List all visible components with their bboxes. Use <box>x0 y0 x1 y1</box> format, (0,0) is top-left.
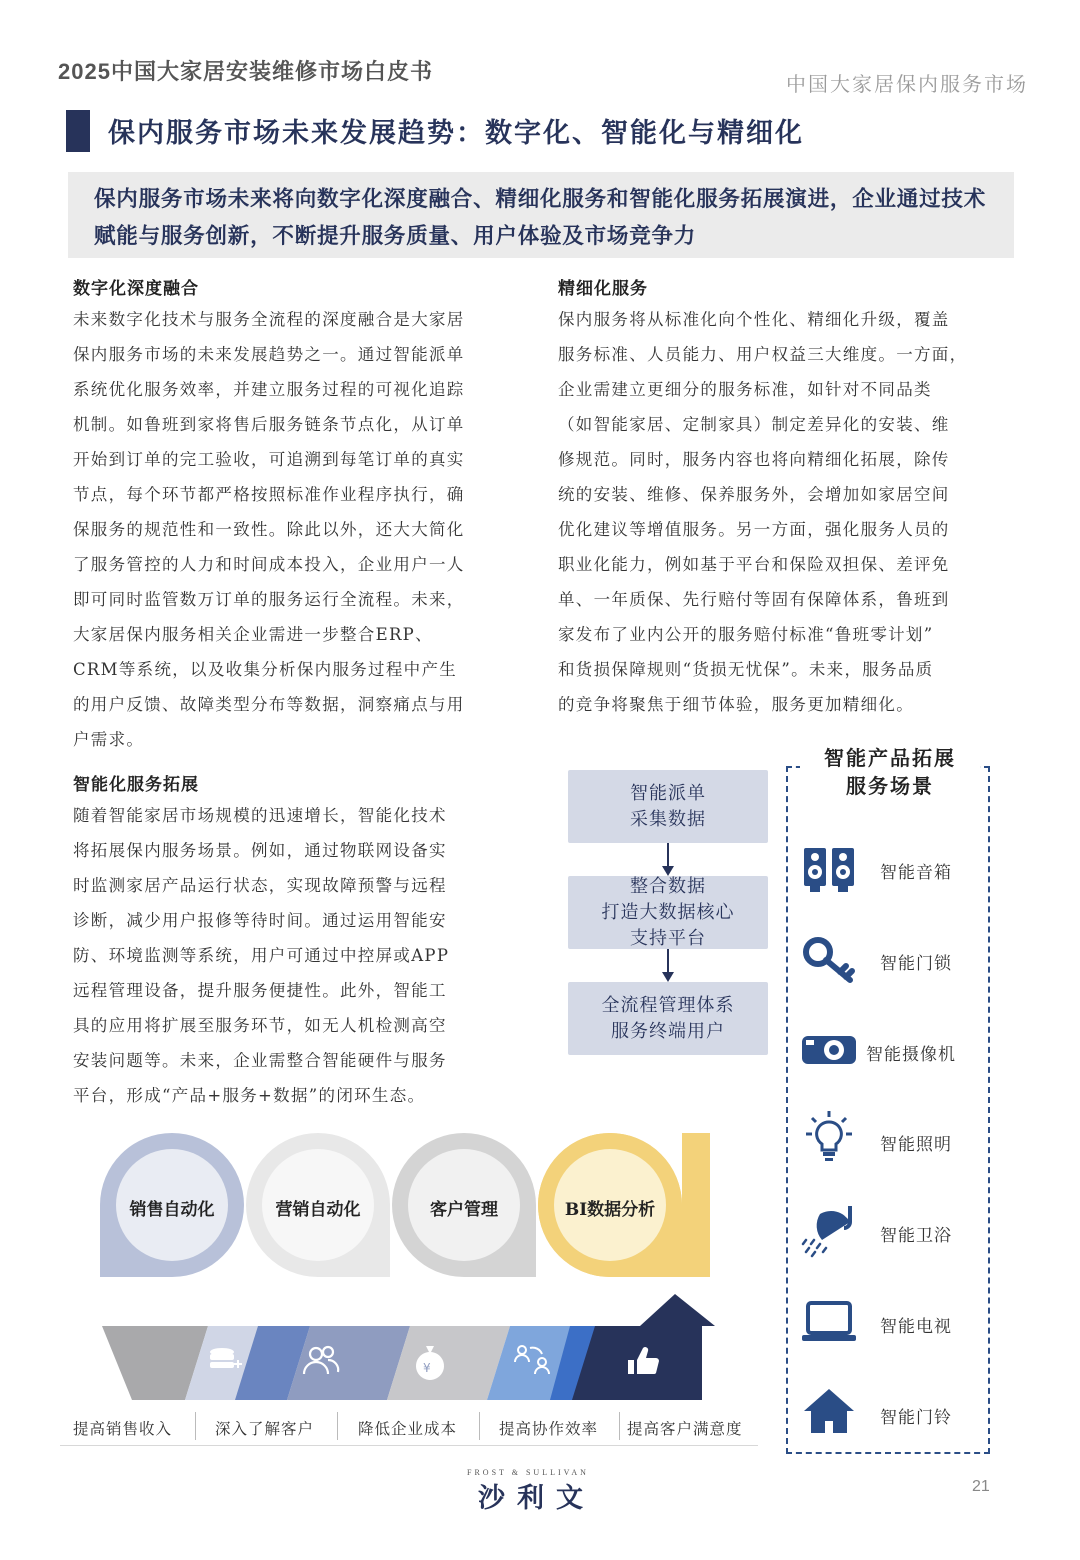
shower-icon <box>800 1200 858 1258</box>
section-name: 中国大家居保内服务市场 <box>786 72 1028 96</box>
lightbulb-icon <box>800 1108 858 1166</box>
benefit-label-3: 降低企业成本 <box>358 1420 458 1438</box>
document-title: 2025中国大家居安装维修市场白皮书 <box>58 59 433 84</box>
benefits-arrow-band <box>90 1290 760 1410</box>
circle-label-sales: 销售自动化 <box>129 1200 215 1220</box>
benefit-baseline <box>60 1445 758 1446</box>
section-title-bar <box>66 110 90 152</box>
product-label-speaker: 智能音箱 <box>880 863 952 883</box>
benefit-label-4: 提高协作效率 <box>499 1420 599 1438</box>
circle-label-bi: BI数据分析 <box>564 1200 656 1220</box>
circle-label-customer: 客户管理 <box>430 1200 498 1220</box>
smart-heading: 智能化服务拓展 <box>73 775 199 795</box>
key-icon <box>800 930 858 988</box>
benefit-separator <box>337 1412 338 1440</box>
benefit-separator <box>479 1412 480 1440</box>
tv-icon <box>800 1293 858 1351</box>
flow-arrow-2 <box>667 949 669 973</box>
page-number: 21 <box>972 1478 990 1495</box>
product-label-lock: 智能门锁 <box>880 954 952 974</box>
circle-label-marketing: 营销自动化 <box>275 1200 361 1220</box>
logo-chinese: 沙利文 <box>478 1483 595 1514</box>
product-label-camera: 智能摄像机 <box>866 1045 956 1065</box>
benefit-label-5: 提高客户满意度 <box>627 1420 743 1438</box>
flow-arrow-head-2 <box>662 972 674 982</box>
svg-text:¥: ¥ <box>423 1361 431 1375</box>
speaker-icon <box>800 840 858 898</box>
flow-step-1: 智能派单 采集数据 <box>568 770 768 843</box>
flow-step-3: 全流程管理体系 服务终端用户 <box>568 982 768 1055</box>
product-label-doorbell: 智能门铃 <box>880 1408 952 1428</box>
segment-6 <box>572 1294 715 1400</box>
section-title: 保内服务市场未来发展趋势：数字化、智能化与精细化 <box>108 118 804 149</box>
lead-text: 保内服务市场未来将向数字化深度融合、精细化服务和智能化服务拓展演进，企业通过技术赋能与服务创新，不断提升服务质量、用户体验及市场竞争力 <box>94 187 987 249</box>
benefit-label-2: 深入了解客户 <box>215 1420 315 1438</box>
digital-heading: 数字化深度融合 <box>73 279 199 299</box>
benefit-separator <box>619 1412 620 1440</box>
product-label-bath: 智能卫浴 <box>880 1226 952 1246</box>
flow-step-2: 整合数据 打造大数据核心 支持平台 <box>568 876 768 949</box>
smart-products-title: 智能产品拓展 服务场景 <box>800 744 980 800</box>
digital-paragraph: 未来数字化技术与服务全流程的深度融合是大家居 保内服务市场的未来发展趋势之一。通过智能派单 系统优化服务效率，并建立服务过程的可视化追踪 机制。如鲁班到家将售后服务链条节点化，从订单 开始到订单的完工验收，可追溯到每笔订单的真实 节点，每个环节都严格按照标准作业程序执行，确 保服务的规范性和一致性。除此以外，还大大简化 了服务管控的人力和时间成本投入，企业用户一人 即可同时监管数万订单的服务运行全流程。未来， 大家居保内服务相关企业需进一步整合ERP、 CRM等系统，以及收集分析保内服务过程中产生 的用户反馈、故障类型分布等数据，洞察痛点与用 户需求。 <box>73 310 465 749</box>
refined-heading: 精细化服务 <box>558 279 648 299</box>
product-label-lighting: 智能照明 <box>880 1135 952 1155</box>
product-label-tv: 智能电视 <box>880 1317 952 1337</box>
flow-arrow-1 <box>667 843 669 867</box>
smart-paragraph: 随着智能家居市场规模的迅速增长，智能化技术 将拓展保内服务场景。例如，通过物联网设备实 时监测家居产品运行状态，实现故障预警与远程 诊断，减少用户报修等待时间。通过运用智能安 防、环境监测等系统，用户可通过中控屏或APP 远程管理设备，提升服务便捷性。此外，智能工 具的应用将扩展至服务环节，如无人机检测高空 安装问题等。未来，企业需整合智能硬件与服务 平台，形成“产品+服务+数据”的闭环生态。 <box>73 806 450 1105</box>
refined-paragraph: 保内服务将从标准化向个性化、精细化升级，覆盖 服务标准、人员能力、用户权益三大维度。一方面， 企业需建立更细分的服务标准，如针对不同品类 （如智能家居、定制家具）制定差异化的安装、维 修规范。同时，服务内容也将向精细化拓展，除传 统的安装、维修、保养服务外，会增加如家居空间 优化建议等增值服务。另一方面，强化服务人员的 职业化能力，例如基于平台和保险双担保、差评免 单、一年质保、先行赔付等固有保障体系，鲁班到 家发布了业内公开的服务赔付标准“鲁班零计划” 和货损保障规则“货损无忧保”。未来，服务品质 的竞争将聚焦于细节体验，服务更加精细化。 <box>558 310 968 714</box>
house-icon <box>800 1383 858 1441</box>
logo-english: FROST & SULLIVAN <box>467 1468 589 1477</box>
benefit-separator <box>195 1412 196 1440</box>
camera-icon <box>800 1020 858 1078</box>
benefit-label-1: 提高销售收入 <box>73 1420 173 1438</box>
